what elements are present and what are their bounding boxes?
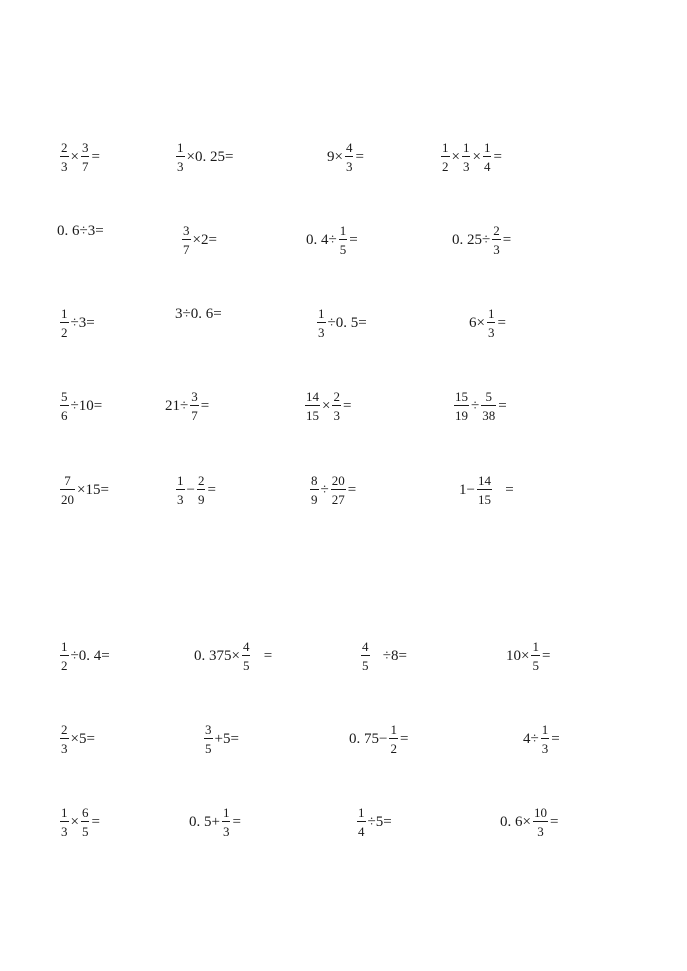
- fraction: [60, 474, 75, 506]
- problem-5-3: [308, 474, 356, 506]
- expression-text: ÷0. 4=: [70, 647, 110, 664]
- fraction-denominator: 20: [61, 492, 74, 507]
- fraction: [389, 723, 398, 755]
- fraction: [242, 640, 251, 672]
- expression-text: ×15=: [77, 481, 109, 498]
- fraction-numerator: 1: [390, 722, 397, 737]
- problem-7-2: [202, 723, 239, 755]
- fraction-denominator: 6: [61, 408, 68, 423]
- expression-text: =: [502, 231, 512, 248]
- fraction: [331, 474, 346, 506]
- fraction-denominator: 27: [331, 492, 345, 507]
- fraction: [533, 806, 548, 838]
- fraction: [481, 390, 496, 422]
- problem-2-1: [57, 224, 104, 239]
- expression-text: +5=: [214, 730, 239, 747]
- problem-6-1: [58, 640, 110, 672]
- expression-text: =: [497, 314, 506, 331]
- problem-7-4: [523, 723, 560, 755]
- fraction-denominator: 2: [61, 658, 68, 673]
- expression-text: =: [200, 397, 210, 414]
- expression-text: ÷8=: [371, 647, 407, 664]
- fraction-denominator: 3: [487, 325, 495, 340]
- fraction-numerator: 2: [493, 223, 500, 238]
- problem-2-4: [452, 224, 511, 256]
- fraction-denominator: 3: [61, 159, 68, 174]
- fraction-numerator: 1: [541, 722, 549, 737]
- expression-text: 1−: [459, 481, 475, 498]
- problem-8-3: [355, 806, 392, 838]
- expression-text: =: [252, 647, 273, 664]
- fraction-denominator: 3: [345, 159, 353, 174]
- fraction-numerator: 20: [331, 473, 345, 488]
- fraction: [492, 224, 501, 256]
- problem-3-2: [175, 307, 222, 322]
- fraction-denominator: 7: [183, 242, 190, 257]
- expression-text: =: [342, 397, 352, 414]
- fraction-denominator: 4: [483, 159, 491, 174]
- fraction: [531, 640, 540, 672]
- fraction-denominator: 3: [541, 741, 549, 756]
- problem-6-2: [194, 640, 272, 672]
- fraction: [462, 141, 471, 173]
- expression-text: 0. 5+: [189, 813, 220, 830]
- fraction-numerator: 1: [61, 639, 68, 654]
- expression-text: =: [232, 813, 241, 830]
- fraction: [60, 806, 69, 838]
- fraction-numerator: 7: [64, 473, 71, 488]
- problem-5-1: [58, 474, 109, 506]
- fraction-numerator: 2: [197, 473, 205, 488]
- expression-text: 0. 75−: [349, 730, 388, 747]
- fraction-denominator: 4: [358, 824, 365, 839]
- problem-1-3: [327, 141, 364, 173]
- fraction-denominator: 3: [493, 242, 500, 257]
- expression-text: 0. 375×: [194, 647, 240, 664]
- problem-5-4: [459, 474, 514, 506]
- fraction: [182, 224, 191, 256]
- fraction-numerator: 1: [462, 140, 470, 155]
- expression-text: =: [493, 481, 514, 498]
- fraction-denominator: 2: [61, 325, 68, 340]
- fraction-numerator: 1: [487, 306, 495, 321]
- expression-text: ×: [70, 813, 79, 830]
- fraction-numerator: 1: [177, 473, 184, 488]
- expression-text: ×: [322, 397, 331, 414]
- expression-text: ÷5=: [367, 813, 392, 830]
- fraction-denominator: 3: [462, 159, 470, 174]
- fraction-denominator: 3: [61, 824, 68, 839]
- fraction-numerator: 1: [61, 306, 68, 321]
- expression-text: ×: [472, 148, 481, 165]
- expression-text: 0. 6×: [500, 813, 531, 830]
- fraction: [176, 141, 185, 173]
- fraction-numerator: 3: [191, 389, 198, 404]
- fraction-denominator: 38: [482, 408, 496, 423]
- fraction-numerator: 3: [81, 140, 89, 155]
- fraction: [477, 474, 492, 506]
- problem-8-1: [58, 806, 100, 838]
- fraction: [60, 640, 69, 672]
- fraction-denominator: 5: [339, 242, 347, 257]
- fraction: [317, 307, 326, 339]
- fraction: [345, 141, 354, 173]
- fraction-numerator: 1: [442, 140, 449, 155]
- expression-text: =: [91, 148, 100, 165]
- fraction-numerator: 1: [61, 805, 68, 820]
- fraction: [483, 141, 492, 173]
- problem-4-4: [452, 390, 507, 422]
- fraction: [541, 723, 550, 755]
- expression-text: =: [355, 148, 364, 165]
- fraction-numerator: 5: [485, 389, 492, 404]
- fraction: [222, 806, 231, 838]
- expression-text: 9×: [327, 148, 343, 165]
- expression-text: ÷0. 5=: [327, 314, 367, 331]
- fraction: [60, 307, 69, 339]
- problem-6-3: [359, 640, 407, 672]
- problem-1-4: [439, 141, 502, 173]
- fraction-denominator: 7: [81, 159, 89, 174]
- fraction-numerator: 1: [532, 639, 539, 654]
- fraction: [361, 640, 370, 672]
- fraction: [60, 723, 69, 755]
- expression-text: =: [541, 647, 551, 664]
- fraction-denominator: 9: [197, 492, 205, 507]
- expression-text: 0. 25÷: [452, 231, 491, 248]
- problem-4-2: [165, 390, 209, 422]
- expression-text: ×0. 25=: [186, 148, 234, 165]
- fraction-numerator: 3: [205, 722, 212, 737]
- fraction-denominator: 5: [532, 658, 539, 673]
- expression-text: ÷: [471, 397, 480, 414]
- fraction: [332, 390, 341, 422]
- expression-text: =: [91, 813, 100, 830]
- fraction-numerator: 15: [455, 389, 468, 404]
- expression-text: =: [551, 730, 560, 747]
- problem-2-3: [306, 224, 358, 256]
- fraction-numerator: 3: [183, 223, 190, 238]
- fraction-numerator: 1: [177, 140, 184, 155]
- fraction: [454, 390, 469, 422]
- expression-text: 10×: [506, 647, 530, 664]
- fraction: [310, 474, 319, 506]
- fraction: [204, 723, 213, 755]
- expression-text: 0. 4÷: [306, 231, 337, 248]
- expression-text: ×5=: [70, 730, 95, 747]
- fraction-denominator: 19: [455, 408, 468, 423]
- fraction-denominator: 2: [442, 159, 449, 174]
- problem-7-3: [349, 723, 408, 755]
- problem-1-2: [174, 141, 233, 173]
- problem-2-2: [180, 224, 217, 256]
- problem-7-1: [58, 723, 95, 755]
- problem-8-2: [189, 806, 241, 838]
- problem-6-4: [506, 640, 550, 672]
- fraction-numerator: 1: [318, 306, 325, 321]
- fraction-denominator: 9: [311, 492, 318, 507]
- fraction-denominator: 7: [191, 408, 198, 423]
- fraction-denominator: 3: [537, 824, 544, 839]
- fraction-numerator: 1: [358, 805, 365, 820]
- fraction-numerator: 14: [477, 473, 491, 488]
- fraction: [60, 141, 69, 173]
- fraction-denominator: 3: [333, 408, 340, 423]
- expression-text: 3÷0. 6=: [175, 306, 222, 322]
- expression-text: −: [186, 481, 195, 498]
- fraction-numerator: 1: [222, 805, 230, 820]
- fraction: [81, 141, 90, 173]
- fraction-numerator: 2: [61, 722, 68, 737]
- fraction-denominator: 2: [390, 741, 397, 756]
- fraction-denominator: 5: [362, 658, 369, 673]
- fraction-denominator: 5: [81, 824, 89, 839]
- fraction-numerator: 5: [61, 389, 68, 404]
- fraction: [487, 307, 496, 339]
- fraction-denominator: 15: [306, 408, 319, 423]
- expression-text: 4÷: [523, 730, 539, 747]
- expression-text: ÷3=: [70, 314, 95, 331]
- fraction: [190, 390, 199, 422]
- problem-3-4: [469, 307, 506, 339]
- fraction-numerator: 2: [333, 389, 340, 404]
- fraction-numerator: 1: [339, 223, 347, 238]
- expression-text: ÷: [320, 481, 329, 498]
- problem-1-1: [58, 141, 100, 173]
- expression-text: =: [549, 813, 559, 830]
- fraction-denominator: 5: [242, 658, 250, 673]
- fraction-denominator: 3: [61, 741, 68, 756]
- problem-4-1: [58, 390, 102, 422]
- fraction: [305, 390, 320, 422]
- fraction-numerator: 14: [306, 389, 319, 404]
- fraction-numerator: 8: [311, 473, 318, 488]
- expression-text: =: [349, 231, 358, 248]
- fraction: [176, 474, 185, 506]
- fraction-denominator: 5: [205, 741, 212, 756]
- problem-3-3: [315, 307, 367, 339]
- expression-text: =: [207, 481, 216, 498]
- problem-3-1: [58, 307, 95, 339]
- expression-text: ÷10=: [70, 397, 103, 414]
- expression-text: ×: [70, 148, 79, 165]
- expression-text: =: [493, 148, 502, 165]
- problem-4-3: [303, 390, 351, 422]
- fraction: [81, 806, 90, 838]
- expression-text: ×: [451, 148, 460, 165]
- fraction-denominator: 3: [177, 159, 184, 174]
- fraction-denominator: 3: [318, 325, 325, 340]
- expression-text: =: [399, 730, 409, 747]
- expression-text: =: [347, 481, 357, 498]
- fraction-numerator: 2: [61, 140, 68, 155]
- fraction-numerator: 4: [345, 140, 353, 155]
- expression-text: 6×: [469, 314, 485, 331]
- fraction-numerator: 6: [81, 805, 89, 820]
- problem-8-4: [500, 806, 558, 838]
- problem-5-2: [174, 474, 216, 506]
- expression-text: =: [498, 397, 507, 414]
- fraction: [60, 390, 69, 422]
- expression-text: ×2=: [192, 231, 217, 248]
- fraction: [441, 141, 450, 173]
- expression-text: 21÷: [165, 397, 189, 414]
- fraction: [357, 806, 366, 838]
- fraction-numerator: 1: [483, 140, 491, 155]
- fraction-numerator: 4: [362, 639, 369, 654]
- fraction-denominator: 15: [477, 492, 491, 507]
- fraction-numerator: 10: [533, 805, 547, 820]
- fraction-denominator: 3: [177, 492, 184, 507]
- expression-text: 0. 6÷3=: [57, 223, 104, 239]
- fraction-numerator: 4: [242, 639, 250, 654]
- fraction-denominator: 3: [222, 824, 230, 839]
- fraction: [339, 224, 348, 256]
- fraction: [197, 474, 206, 506]
